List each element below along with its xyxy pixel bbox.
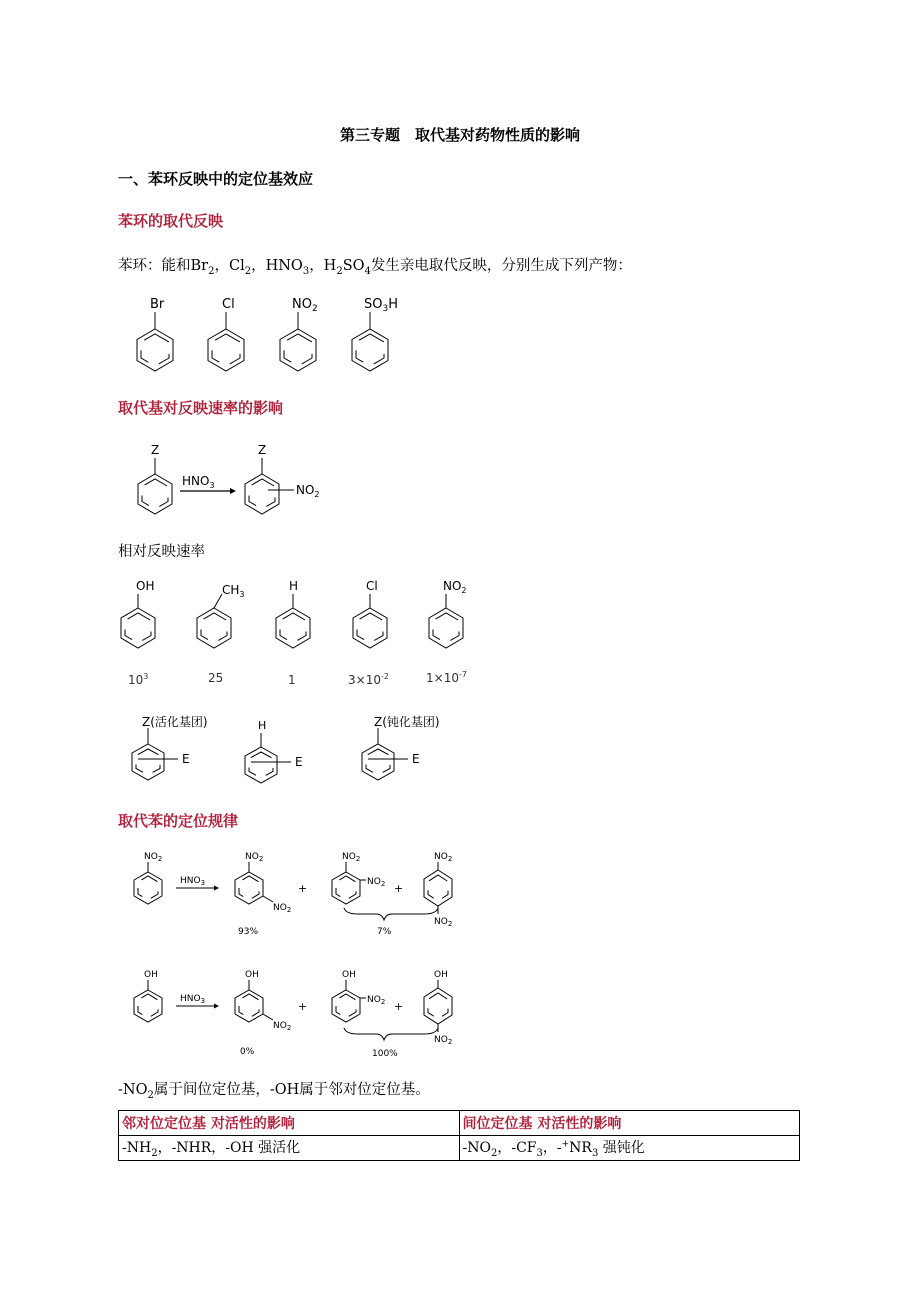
activating-group-label: Z(活化基团) xyxy=(142,715,208,729)
svg-text:+: + xyxy=(298,882,308,895)
svg-text:NO2: $NO_2$ xyxy=(273,903,292,914)
svg-text:NO2: $NO_2$ xyxy=(273,1021,292,1032)
svg-text:OH: OH xyxy=(342,970,356,980)
table-cell-activating: $-NH_2$，-NHR，-OH 强活化 xyxy=(119,1136,460,1161)
svg-text:CH3: $CH_3$ xyxy=(222,583,245,599)
svg-text:NO2: $NO_2$ xyxy=(434,1035,453,1046)
section-heading: 一、苯环反映中的定位基效应 xyxy=(118,170,314,188)
subsection-orientation: 取代苯的定位规律 xyxy=(118,812,239,830)
svg-text:OH: OH xyxy=(136,579,155,593)
svg-text:NO2: $NO_2$ xyxy=(367,877,386,888)
no2-label: $NO_2$ xyxy=(292,297,318,314)
nitration-reaction-figure xyxy=(118,438,338,523)
conclusion-text: $-NO_2$属于间位定位基，-OH属于邻对位定位基。 xyxy=(118,1082,430,1101)
svg-text:7%: 7% xyxy=(377,927,392,937)
cl-label: Cl xyxy=(222,297,235,312)
deactivating-group-label: Z(钝化基团) xyxy=(374,715,440,729)
nitrobenzene-structure xyxy=(280,297,318,371)
relative-rate-figure xyxy=(118,578,478,696)
svg-text:NO2: $NO_2$ xyxy=(367,995,386,1006)
svg-text:OH: OH xyxy=(144,970,158,980)
table-cell-deactivating: $-NO_2$，$-CF_3$，$-^+NR_3$ 强钝化 xyxy=(459,1136,800,1161)
svg-text:E: E xyxy=(182,752,190,766)
svg-text:OH: OH xyxy=(434,970,448,980)
table-header-ortho-para: 邻对位定位基 对活性的影响 xyxy=(119,1111,460,1136)
nitrobenzene-nitration-figure xyxy=(118,848,468,940)
svg-text:OH: OH xyxy=(245,970,259,980)
chlorobenzene-structure xyxy=(208,297,244,371)
reagent-label: $HNO_3$ xyxy=(182,474,215,490)
svg-text:NO2: $NO_2$ xyxy=(434,852,453,863)
z-label: Z xyxy=(151,443,160,457)
product-no2-label: $NO_2$ xyxy=(296,483,320,499)
svg-text:NO2: $NO_2$ xyxy=(434,917,453,928)
svg-text:NO2: $NO_2$ xyxy=(342,852,361,863)
phenol-nitration-figure xyxy=(118,966,468,1062)
subsection-rate: 取代基对反映速率的影响 xyxy=(118,399,284,417)
svg-text:NO2: $NO_2$ xyxy=(144,852,163,863)
table-row xyxy=(119,1111,800,1136)
benzenesulfonic-acid-structure xyxy=(352,297,398,371)
svg-text:E: E xyxy=(412,752,420,766)
svg-text:NO2: $NO_2$ xyxy=(443,579,467,595)
so3h-label: $SO_3H$ xyxy=(364,297,398,314)
page-title: 第三专题 取代基对药物性质的影响 xyxy=(339,126,580,144)
table-row xyxy=(119,1136,800,1161)
intro-text: 苯环：能和$Br_2$，$Cl_2$，$HNO_3$，$H_2SO_4$发生亲电取代反映，分别生成下列产物： xyxy=(118,258,632,277)
svg-text:NO2: $NO_2$ xyxy=(245,852,264,863)
rate-label: 相对反映速率 xyxy=(118,544,205,560)
bromobenzene-structure xyxy=(137,297,173,371)
svg-text:HNO3: $HNO_3$ xyxy=(180,876,206,887)
br-label: Br xyxy=(150,297,165,312)
svg-text:1: 1 xyxy=(288,673,296,687)
table-header-meta: 间位定位基 对活性的影响 xyxy=(459,1111,800,1136)
svg-text:25: 25 xyxy=(208,671,224,685)
svg-text:E: E xyxy=(295,755,303,769)
svg-text:+: + xyxy=(394,882,404,895)
svg-text:103: $10^3$ xyxy=(128,672,149,687)
svg-text:93%: 93% xyxy=(238,927,259,937)
svg-text:0%: 0% xyxy=(240,1047,255,1057)
svg-text:100%: 100% xyxy=(372,1049,398,1059)
svg-text:+: + xyxy=(394,1000,404,1013)
svg-text:1×10-7: $1\times 10^{-7}$ xyxy=(426,670,467,685)
subsection-substitution: 苯环的取代反映 xyxy=(118,212,224,230)
svg-text:H: H xyxy=(258,719,267,732)
svg-text:HNO3: $HNO_3$ xyxy=(180,994,206,1005)
substitution-products-figure xyxy=(118,290,418,385)
svg-text:Cl: Cl xyxy=(366,579,378,593)
svg-text:H: H xyxy=(289,579,299,593)
svg-text:3×10-2: $3\times 10^{-2}$ xyxy=(348,672,389,687)
activation-effect-figure xyxy=(118,710,468,785)
svg-text:Z: Z xyxy=(258,443,267,457)
directing-groups-table xyxy=(118,1110,800,1161)
svg-text:+: + xyxy=(298,1000,308,1013)
